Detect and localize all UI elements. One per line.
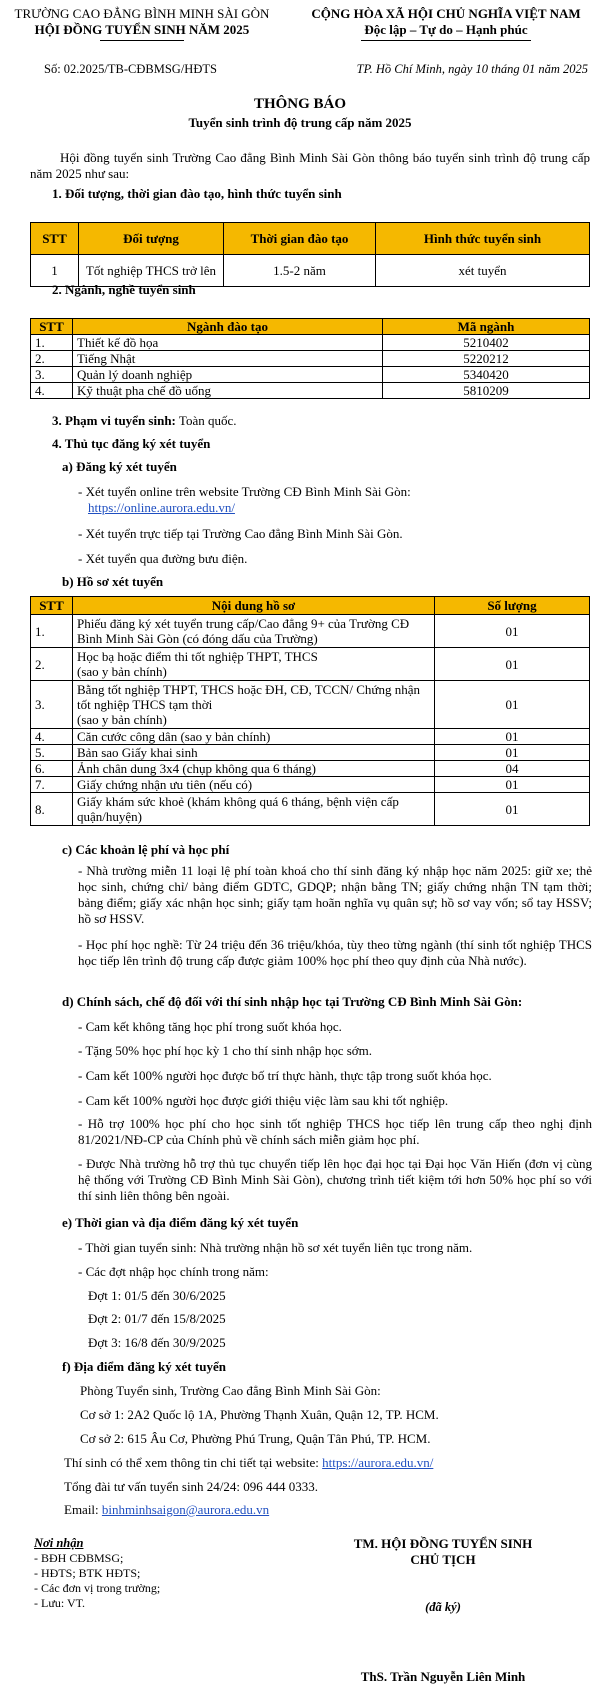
table-cell: 01 xyxy=(435,729,590,745)
table-row xyxy=(31,335,590,351)
section4b-heading: b) Hồ sơ xét tuyển xyxy=(62,574,164,589)
school-name: TRƯỜNG CAO ĐẲNG BÌNH MINH SÀI GÒN xyxy=(14,6,270,21)
section4d-heading: d) Chính sách, chế độ đối với thí sinh nhập học tại Trường CĐ Bình Minh Sài Gòn: xyxy=(62,994,523,1009)
list-item: - Hỗ trợ 100% học phí cho học sinh tốt nghiệp THCS học tiếp lên trung cấp theo nghị định 81/2021/NĐ-CP của Chính phủ về chính sách miễn giảm học phí. xyxy=(78,1116,592,1147)
intake-round: Đợt 1: 01/5 đến 30/6/2025 xyxy=(88,1288,226,1303)
table-cell: 01 xyxy=(435,615,590,648)
table-cell: 4. xyxy=(31,383,73,399)
campus-address: Cơ sở 1: 2A2 Quốc lộ 1A, Phường Thạnh Xuân, Quận 12, TP. HCM. xyxy=(80,1407,439,1422)
column-header: STT xyxy=(31,597,73,615)
section4a-heading: a) Đăng ký xét tuyển xyxy=(62,459,177,474)
table-cell: 5220212 xyxy=(383,351,590,367)
recipient-item: - BĐH CĐBMSG; xyxy=(34,1551,124,1565)
table-cell: Bằng tốt nghiệp THPT, THCS hoặc ĐH, CĐ, TCCN/ Chứng nhận tốt nghiệp THCS tạm thời (sao y bản chính) xyxy=(73,681,435,729)
list-item: - Học phí học nghề: Từ 24 triệu đến 36 triệu/khóa, tùy theo từng ngành (thí sinh tốt nghiệp THCS học tiếp lên trình độ trung cấp được giảm 100% học phí theo quy định của Nhà nước). xyxy=(78,937,592,968)
list-item: - Các đợt nhập học chính trong năm: xyxy=(78,1264,269,1279)
document-subtitle: Tuyển sinh trình độ trung cấp năm 2025 xyxy=(188,115,412,130)
national-title: CỘNG HÒA XÃ HỘI CHỦ NGHĨA VIỆT NAM xyxy=(311,6,581,21)
signatory-title: TM. HỘI ĐỒNG TUYỂN SINH xyxy=(353,1536,533,1551)
section3-text: Toàn quốc. xyxy=(175,413,237,428)
table-cell: 3. xyxy=(31,681,73,729)
table-header-row xyxy=(31,319,590,335)
table-cell: Ảnh chân dung 3x4 (chụp không qua 6 tháng) xyxy=(73,761,435,777)
table-cell: 01 xyxy=(435,777,590,793)
table-cell: Tiếng Nhật xyxy=(73,351,383,367)
signatory-name: ThS. Trần Nguyễn Liên Minh xyxy=(360,1669,526,1684)
list-item: - Nhà trường miễn 11 loại lệ phí toàn khoá cho thí sinh đăng ký nhập học năm 2025: giữ xe; thẻ học sinh, chứng chỉ/ bảng điểm GDTC, GDQP; nhận bằng TN; giấy chứng nhận TN tạm thời; bảng điểm; giấy xác nhận học sinh; giấy tạm hoãn nghĩa vụ quân sự; hồ sơ vay vốn; sổ tay HSSV; hồ sơ HSSV. xyxy=(78,863,592,926)
table-row xyxy=(31,367,590,383)
table-row xyxy=(31,761,590,777)
table-cell: 1. xyxy=(31,335,73,351)
table-cell: 01 xyxy=(435,745,590,761)
intake-round: Đợt 3: 16/8 đến 30/9/2025 xyxy=(88,1335,226,1350)
section2-heading: 2. Ngành, nghề tuyển sinh xyxy=(52,282,196,297)
recipients-title: Nơi nhận xyxy=(34,1536,84,1550)
column-header: Thời gian đào tạo xyxy=(224,223,376,255)
list-item: - Cam kết 100% người học được giới thiệu việc làm sau khi tốt nghiệp. xyxy=(78,1093,449,1108)
section1-heading: 1. Đối tượng, thời gian đào tạo, hình thức tuyển sinh xyxy=(52,186,342,201)
list-item: - Tặng 50% học phí học kỳ 1 cho thí sinh nhập học sớm. xyxy=(78,1043,373,1058)
table-cell: Học bạ hoặc điểm thi tốt nghiệp THPT, THCS (sao y bản chính) xyxy=(73,648,435,681)
national-motto: Độc lập – Tự do – Hạnh phúc xyxy=(364,22,528,37)
section4-heading: 4. Thủ tục đăng ký xét tuyển xyxy=(52,436,211,451)
section3-heading: 3. Phạm vi tuyển sinh: xyxy=(52,413,176,428)
table-header-row xyxy=(31,597,590,615)
council-name: HỘI ĐỒNG TUYỂN SINH NĂM 2025 xyxy=(34,22,250,37)
signatory-position: CHỦ TỊCH xyxy=(410,1552,476,1567)
list-item: - Cam kết 100% người học được bố trí thực hành, thực tập trong suốt khóa học. xyxy=(78,1068,492,1083)
intro-paragraph: Hội đồng tuyển sinh Trường Cao đẳng Bình Minh Sài Gòn thông báo tuyển sinh trình độ trung cấp năm 2025 như sau: xyxy=(30,150,590,181)
table-cell: 1. xyxy=(31,615,73,648)
column-header: Mã ngành xyxy=(383,319,590,335)
table-cell: 4. xyxy=(31,729,73,745)
recipient-item: - Lưu: VT. xyxy=(34,1596,86,1610)
section3-line xyxy=(52,413,236,429)
section4c-heading: c) Các khoản lệ phí và học phí xyxy=(62,842,230,857)
column-header: STT xyxy=(31,223,79,255)
table-cell: 04 xyxy=(435,761,590,777)
issuer-underline xyxy=(100,40,184,41)
list-item: - Xét tuyển trực tiếp tại Trường Cao đẳng Bình Minh Sài Gòn. xyxy=(78,526,403,541)
table-cell: 3. xyxy=(31,367,73,383)
national-block xyxy=(292,6,600,41)
recipient-item: - HĐTS; BTK HĐTS; xyxy=(34,1566,141,1580)
signed-note: (đã ký) xyxy=(425,1600,461,1614)
admissions-office: Phòng Tuyển sinh, Trường Cao đẳng Bình Minh Sài Gòn: xyxy=(80,1383,381,1398)
issue-date: TP. Hồ Chí Minh, ngày 10 tháng 01 năm 2025 xyxy=(356,62,588,76)
table-cell: 8. xyxy=(31,793,73,826)
table-cell: Căn cước công dân (sao y bản chính) xyxy=(73,729,435,745)
hotline: Tổng đài tư vấn tuyển sinh 24/24: 096 444 0333. xyxy=(64,1479,319,1494)
document-title: THÔNG BÁO xyxy=(253,96,347,112)
section4e-heading: e) Thời gian và địa điểm đăng ký xét tuyển xyxy=(62,1215,299,1230)
reference-number: Số: 02.2025/TB-CĐBMSG/HĐTS xyxy=(44,62,217,76)
table-row xyxy=(31,729,590,745)
table-cell: Bản sao Giấy khai sinh xyxy=(73,745,435,761)
section4f-heading: f) Địa điểm đăng ký xét tuyển xyxy=(62,1359,226,1374)
intake-round: Đợt 2: 01/7 đến 15/8/2025 xyxy=(88,1311,226,1326)
table-row xyxy=(31,383,590,399)
table-cell: Tốt nghiệp THCS trở lên xyxy=(79,255,224,287)
table-row xyxy=(31,681,590,729)
list-item: - Xét tuyển qua đường bưu điện. xyxy=(78,551,248,566)
issuer-block xyxy=(2,6,282,41)
website-line xyxy=(64,1455,433,1471)
table-cell: Kỹ thuật pha chế đồ uống xyxy=(73,383,383,399)
motto-underline xyxy=(361,40,531,41)
table-cell: Giấy khám sức khoẻ (khám không quá 6 tháng, bệnh viện cấp quận/huyện) xyxy=(73,793,435,826)
email-line xyxy=(64,1502,269,1518)
table-cell: 5. xyxy=(31,745,73,761)
majors-table xyxy=(30,318,590,399)
admission-target-table xyxy=(30,222,590,287)
column-header: Ngành đào tạo xyxy=(73,319,383,335)
column-header: Đối tượng xyxy=(79,223,224,255)
column-header: Số lượng xyxy=(435,597,590,615)
list-item: - Được Nhà trường hỗ trợ thủ tục chuyển tiếp lên học đại học tại Đại học Văn Hiến (đơn vị cùng hệ thống với Trường CĐ Bình Minh Sài Gòn), chương trình tiết kiệm tới hơn 50% học phí so với thí sinh liên thông bên ngoài. xyxy=(78,1156,592,1203)
table-row xyxy=(31,615,590,648)
table-cell: 01 xyxy=(435,648,590,681)
documents-table xyxy=(30,596,590,826)
table-cell: Quản lý doanh nghiệp xyxy=(73,367,383,383)
table-row xyxy=(31,793,590,826)
table-cell: 1.5-2 năm xyxy=(224,255,376,287)
list-item: - Xét tuyển online trên website Trường CĐ Bình Minh Sài Gòn: xyxy=(78,484,411,499)
table-row xyxy=(31,351,590,367)
campus-address: Cơ sở 2: 615 Âu Cơ, Phường Phú Trung, Quận Tân Phú, TP. HCM. xyxy=(80,1431,431,1446)
table-row xyxy=(31,648,590,681)
list-item: - Cam kết không tăng học phí trong suốt khóa học. xyxy=(78,1019,342,1034)
table-cell: 2. xyxy=(31,648,73,681)
website-link[interactable]: https://aurora.edu.vn/ xyxy=(322,1455,434,1470)
table-cell: Giấy chứng nhận ưu tiên (nếu có) xyxy=(73,777,435,793)
email-link[interactable]: binhminhsaigon@aurora.edu.vn xyxy=(101,1502,270,1517)
table-cell: 01 xyxy=(435,681,590,729)
table-cell: 7. xyxy=(31,777,73,793)
column-header: Hình thức tuyển sinh xyxy=(376,223,590,255)
table-cell: 01 xyxy=(435,793,590,826)
table-cell: 2. xyxy=(31,351,73,367)
table-cell: 5810209 xyxy=(383,383,590,399)
table-row xyxy=(31,745,590,761)
website-label: Thí sinh có thể xem thông tin chi tiết tại website: xyxy=(64,1455,323,1470)
column-header: STT xyxy=(31,319,73,335)
table-row xyxy=(31,777,590,793)
list-item: - Thời gian tuyển sinh: Nhà trường nhận hồ sơ xét tuyển liên tục trong năm. xyxy=(78,1240,473,1255)
online-registration-link[interactable]: https://online.aurora.edu.vn/ xyxy=(88,500,235,515)
table-header-row xyxy=(31,223,590,255)
table-cell: 5340420 xyxy=(383,367,590,383)
table-cell: xét tuyển xyxy=(376,255,590,287)
table-cell: Phiếu đăng ký xét tuyển trung cấp/Cao đẳng 9+ của Trường CĐ Bình Minh Sài Gòn (có đóng dấu của Trường) xyxy=(73,615,435,648)
signatory-block xyxy=(300,1536,586,1568)
table-cell: Thiết kế đồ họa xyxy=(73,335,383,351)
table-cell: 5210402 xyxy=(383,335,590,351)
recipient-item: - Các đơn vị trong trường; xyxy=(34,1581,161,1595)
table-cell: 1 xyxy=(31,255,79,287)
email-label: Email: xyxy=(64,1502,102,1517)
table-cell: 6. xyxy=(31,761,73,777)
column-header: Nội dung hồ sơ xyxy=(73,597,435,615)
recipients-block xyxy=(34,1536,160,1611)
